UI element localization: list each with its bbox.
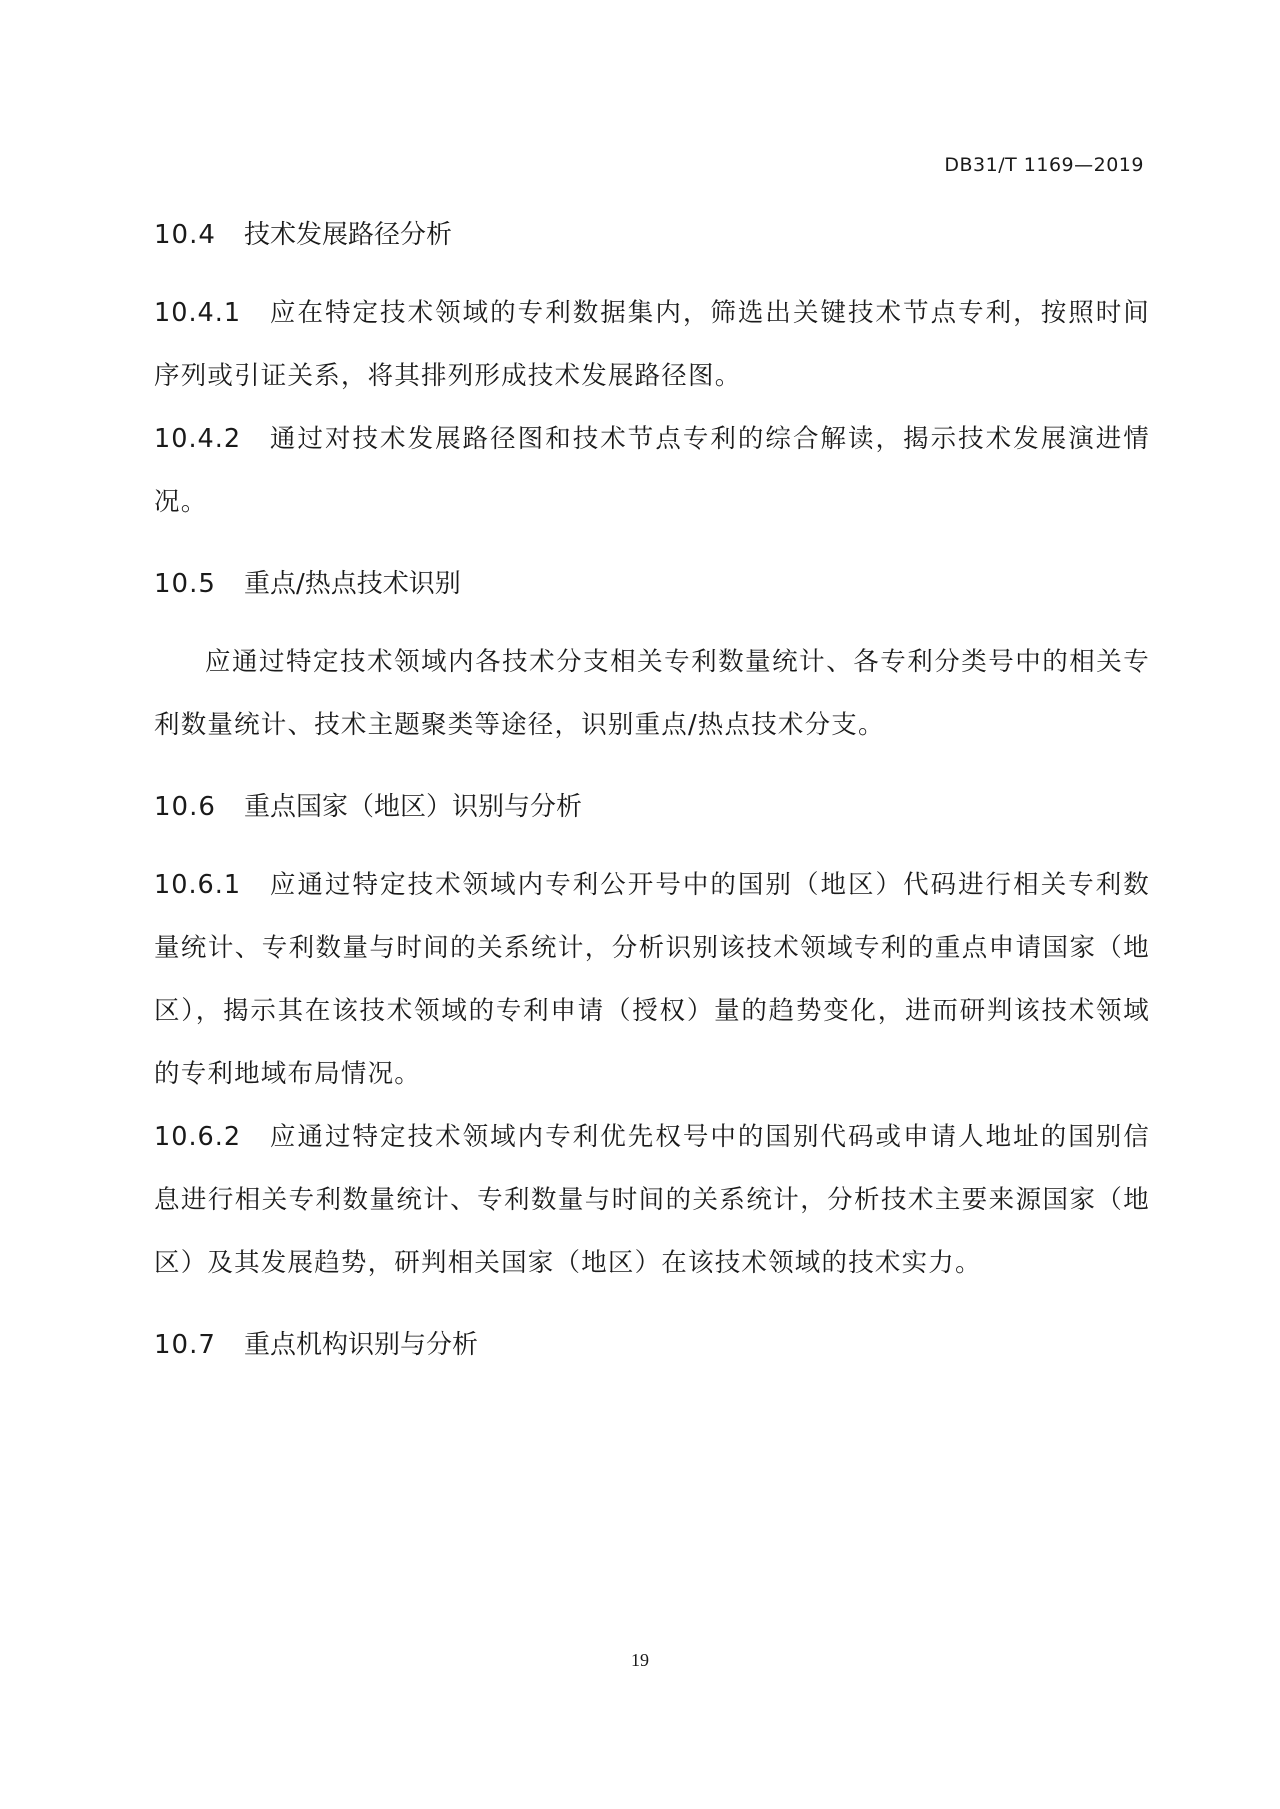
- section-title: 重点机构识别与分析: [244, 1330, 479, 1360]
- clause-10-4-2: [154, 408, 1150, 534]
- clause-10-6-1: [154, 854, 1150, 1106]
- section-10-5-heading: [154, 564, 1150, 604]
- clause-text: 通过对技术发展路径图和技术节点专利的综合解读，揭示技术发展演进情况。: [154, 424, 1150, 517]
- section-number: 10.4: [154, 220, 216, 250]
- section-title: 技术发展路径分析: [244, 220, 453, 250]
- section-10-6-heading: [154, 787, 1150, 827]
- clause-number: 10.6.2: [154, 1122, 242, 1152]
- clause-text: 应通过特定技术领域内专利公开号中的国别（地区）代码进行相关专利数量统计、专利数量与时间的关系统计，分析识别该技术领域专利的重点申请国家（地区），揭示其在该技术领域的专利申请（授权）量的趋势变化，进而研判该技术领域的专利地域布局情况。: [154, 870, 1150, 1089]
- section-10-4-heading: [154, 215, 1150, 255]
- section-number: 10.5: [154, 569, 216, 599]
- section-number: 10.6: [154, 792, 216, 822]
- page-number: 19: [631, 1650, 649, 1670]
- section-10-5-body: 应通过特定技术领域内各技术分支相关专利数量统计、各专利分类号中的相关专利数量统计、技术主题聚类等途径，识别重点/热点技术分支。: [154, 647, 1150, 740]
- clause-number: 10.4.1: [154, 298, 242, 328]
- clause-10-6-2: [154, 1106, 1150, 1295]
- section-number: 10.7: [154, 1330, 216, 1360]
- clause-number: 10.6.1: [154, 870, 242, 900]
- section-title: 重点国家（地区）识别与分析: [244, 792, 583, 822]
- section-10-7-heading: [154, 1325, 1150, 1365]
- standard-code: DB31/T 1169—2019: [944, 154, 1144, 176]
- clause-text: 应在特定技术领域的专利数据集内，筛选出关键技术节点专利，按照时间序列或引证关系，将其排列形成技术发展路径图。: [154, 298, 1150, 391]
- section-title: 重点/热点技术识别: [244, 569, 461, 599]
- clause-10-4-1: [154, 282, 1150, 408]
- clause-number: 10.4.2: [154, 424, 242, 454]
- document-body: [154, 215, 1150, 1365]
- clause-text: 应通过特定技术领域内专利优先权号中的国别代码或申请人地址的国别信息进行相关专利数量统计、专利数量与时间的关系统计，分析技术主要来源国家（地区）及其发展趋势，研判相关国家（地区）在该技术领域的技术实力。: [154, 1122, 1150, 1278]
